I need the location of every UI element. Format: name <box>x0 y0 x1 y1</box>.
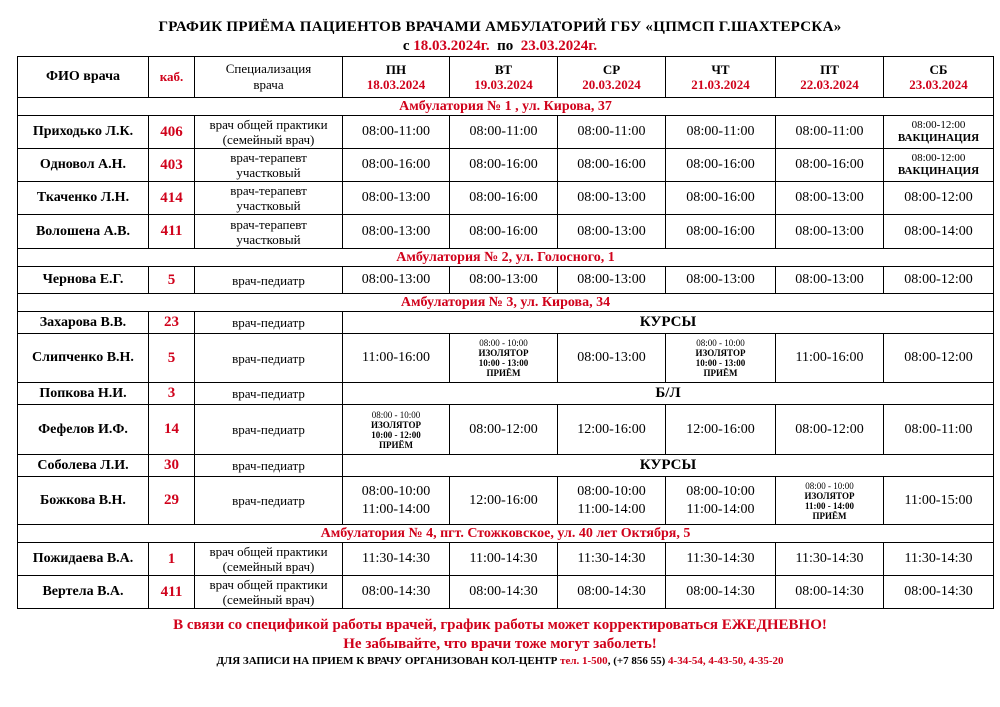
iso-time2: 10:00 - 13:00 <box>478 358 529 368</box>
time-cell: 08:00-13:00 <box>776 215 884 249</box>
spec-l2: (семейный врач) <box>222 559 315 574</box>
time-cell: 08:00-13:00 <box>343 215 450 249</box>
courses-cell: КУРСЫ <box>343 312 994 334</box>
time-cell <box>666 477 776 525</box>
time-cell: 11:00-14:30 <box>450 543 558 576</box>
time-cell: 08:00-13:00 <box>776 267 884 294</box>
time-cell: 11:30-14:30 <box>343 543 450 576</box>
section-row <box>18 98 994 116</box>
specialization <box>195 116 343 149</box>
time-cell: 08:00-14:30 <box>666 576 776 609</box>
spec-l2: (семейный врач) <box>222 132 315 147</box>
time-cell: 11:00-16:00 <box>776 334 884 383</box>
specialization <box>195 149 343 182</box>
schedule-table <box>17 56 994 609</box>
header-day-mon <box>343 57 450 98</box>
day-date: 19.03.2024 <box>474 77 533 92</box>
time-cell: 08:00-12:00 <box>884 182 994 215</box>
specialization: врач-педиатр <box>195 312 343 334</box>
doctor-name: Ткаченко Л.Н. <box>18 182 149 215</box>
day-label: СР <box>602 62 621 77</box>
iso-time1: 08:00 - 10:00 <box>805 480 854 491</box>
time-cell: 11:30-14:30 <box>558 543 666 576</box>
time-cell: 12:00-16:00 <box>666 405 776 455</box>
spec-l1: врач общей практики <box>209 544 328 559</box>
time-cell: 08:00-11:00 <box>776 116 884 149</box>
specialization: врач-педиатр <box>195 405 343 455</box>
period-from: 18.03.2024г. <box>413 38 490 54</box>
isolator-cell <box>666 334 776 383</box>
isolator-cell <box>776 477 884 525</box>
time-l2: 11:00-14:00 <box>362 501 430 517</box>
page-title: ГРАФИК ПРИЁМА ПАЦИЕНТОВ ВРАЧАМИ АМБУЛАТОРИЙ ГБУ «ЦПМСП Г.ШАХТЕРСКА» <box>158 19 842 35</box>
vac-label: ВАКЦИНАЦИЯ <box>897 165 980 177</box>
header-spec-l2: врача <box>253 77 284 92</box>
spec-l2: участковый <box>236 165 301 180</box>
time-cell: 08:00-13:00 <box>343 182 450 215</box>
iso-time1: 08:00 - 10:00 <box>696 338 745 348</box>
day-date: 21.03.2024 <box>691 77 750 92</box>
time-cell: 08:00-11:00 <box>884 405 994 455</box>
room-number: 411 <box>149 215 195 249</box>
time-cell: 08:00-16:00 <box>666 149 776 182</box>
time-cell: 08:00-11:00 <box>666 116 776 149</box>
section-title: Амбулатория № 4, пгт. Стожковское, ул. 40 лет Октября, 5 <box>18 525 994 543</box>
time-cell <box>343 477 450 525</box>
table-row <box>18 543 994 576</box>
vaccination-cell <box>884 116 994 149</box>
doctor-name: Волошена А.В. <box>18 215 149 249</box>
day-label: СБ <box>929 62 948 77</box>
time-cell: 08:00-13:00 <box>558 334 666 383</box>
specialization <box>195 215 343 249</box>
time-cell: 08:00-14:00 <box>884 215 994 249</box>
room-number: 3 <box>149 383 195 405</box>
room-number: 29 <box>149 477 195 525</box>
doctor-name: Божкова В.Н. <box>18 477 149 525</box>
header-day-wed <box>558 57 666 98</box>
iso-reception: ПРИЁМ <box>812 510 847 521</box>
spec-l1: врач общей практики <box>209 117 328 132</box>
room-number: 5 <box>149 334 195 383</box>
table-row <box>18 477 994 525</box>
doctor-name: Попкова Н.И. <box>18 383 149 405</box>
time-cell: 08:00-16:00 <box>450 149 558 182</box>
call-center-text: ДЛЯ ЗАПИСИ НА ПРИЕМ К ВРАЧУ ОРГАНИЗОВАН КОЛ-ЦЕНТР <box>216 655 561 667</box>
time-cell: 08:00-13:00 <box>343 267 450 294</box>
section-title: Амбулатория № 3, ул. Кирова, 34 <box>18 294 994 312</box>
period-to: 23.03.2024г. <box>520 38 598 54</box>
time-cell: 08:00-14:30 <box>343 576 450 609</box>
table-row <box>18 182 994 215</box>
time-cell: 08:00-11:00 <box>343 116 450 149</box>
time-cell: 08:00-16:00 <box>666 182 776 215</box>
day-date: 18.03.2024 <box>366 77 426 92</box>
iso-label: ИЗОЛЯТОР <box>695 348 746 358</box>
specialization: врач-педиатр <box>195 383 343 405</box>
table-row <box>18 312 994 334</box>
specialization: врач-педиатр <box>195 267 343 294</box>
header-row <box>18 57 994 98</box>
section-row <box>18 525 994 543</box>
iso-reception: ПРИЁМ <box>379 439 413 450</box>
time-cell: 12:00-16:00 <box>558 405 666 455</box>
time-cell: 08:00-12:00 <box>884 334 994 383</box>
doctor-name: Фефелов И.Ф. <box>18 405 149 455</box>
room-number: 14 <box>149 405 195 455</box>
iso-time1: 08:00 - 10:00 <box>479 338 528 348</box>
time-cell: 12:00-16:00 <box>450 477 558 525</box>
doctor-name: Соболева Л.И. <box>18 455 149 477</box>
isolator-cell <box>450 334 558 383</box>
time-cell: 08:00-14:30 <box>450 576 558 609</box>
specialization: врач-педиатр <box>195 334 343 383</box>
time-cell: 08:00-13:00 <box>558 215 666 249</box>
time-cell: 08:00-12:00 <box>884 267 994 294</box>
period-mid: по <box>489 38 521 54</box>
iso-label: ИЗОЛЯТОР <box>478 348 529 358</box>
time-cell: 08:00-11:00 <box>450 116 558 149</box>
time-cell: 08:00-14:30 <box>558 576 666 609</box>
sick-leave-cell: Б/Л <box>343 383 994 405</box>
time-cell <box>558 477 666 525</box>
room-number: 411 <box>149 576 195 609</box>
table-row <box>18 405 994 455</box>
time-cell: 08:00-11:00 <box>558 116 666 149</box>
table-row <box>18 383 994 405</box>
day-date: 20.03.2024 <box>582 77 641 92</box>
spec-l1: врач общей практики <box>209 577 328 592</box>
time-cell: 08:00-16:00 <box>776 149 884 182</box>
iso-reception: ПРИЁМ <box>703 368 738 378</box>
call-center-numbers: 4-34-54, 4-43-50, 4-35-20 <box>668 655 784 667</box>
section-row <box>18 294 994 312</box>
iso-label: ИЗОЛЯТОР <box>804 490 855 501</box>
doctor-name: Захарова В.В. <box>18 312 149 334</box>
doctor-name: Чернова Е.Г. <box>18 267 149 294</box>
time-cell: 08:00-12:00 <box>776 405 884 455</box>
section-title: Амбулатория № 2, ул. Голосного, 1 <box>18 249 994 267</box>
header-kab: каб. <box>149 57 195 98</box>
specialization <box>195 576 343 609</box>
table-row <box>18 116 994 149</box>
time-cell: 08:00-13:00 <box>558 267 666 294</box>
room-number: 23 <box>149 312 195 334</box>
section-title: Амбулатория № 1 , ул. Кирова, 37 <box>18 98 994 116</box>
vaccination-cell <box>884 149 994 182</box>
time-cell: 11:30-14:30 <box>666 543 776 576</box>
time-l1: 08:00-10:00 <box>577 483 646 499</box>
sick-note: Не забывайте, что врачи тоже могут заболеть! <box>343 636 657 652</box>
iso-time1: 08:00 - 10:00 <box>371 409 421 420</box>
day-label: ЧТ <box>711 62 730 77</box>
time-l2: 11:00-14:00 <box>577 501 646 517</box>
time-cell: 08:00-16:00 <box>558 149 666 182</box>
time-cell: 08:00-16:00 <box>450 215 558 249</box>
specialization: врач-педиатр <box>195 455 343 477</box>
day-label: ВТ <box>494 62 513 77</box>
table-row <box>18 267 994 294</box>
spec-l2: участковый <box>236 231 301 247</box>
iso-time2: 10:00 - 12:00 <box>371 429 421 440</box>
time-cell: 08:00-16:00 <box>666 215 776 249</box>
time-cell: 08:00-13:00 <box>450 267 558 294</box>
isolator-cell <box>343 405 450 455</box>
day-label: ПТ <box>820 62 839 77</box>
day-label: ПН <box>385 62 407 77</box>
table-row <box>18 455 994 477</box>
time-l1: 08:00-10:00 <box>361 483 431 499</box>
spec-l1: врач-терапевт <box>230 183 307 198</box>
time-cell: 11:30-14:30 <box>884 543 994 576</box>
header-day-thu <box>666 57 776 98</box>
iso-time2: 11:00 - 14:00 <box>805 500 854 511</box>
table-row <box>18 334 994 383</box>
room-number: 403 <box>149 149 195 182</box>
time-l1: 08:00-10:00 <box>686 483 755 499</box>
time-cell: 08:00-16:00 <box>450 182 558 215</box>
specialization <box>195 543 343 576</box>
spec-l1: врач-терапевт <box>230 216 307 232</box>
period <box>0 38 1000 55</box>
time-cell: 11:00-16:00 <box>343 334 450 383</box>
specialization <box>195 182 343 215</box>
spec-l2: участковый <box>236 198 301 213</box>
iso-label: ИЗОЛЯТОР <box>371 419 421 430</box>
doctor-name: Вертела В.А. <box>18 576 149 609</box>
room-number: 414 <box>149 182 195 215</box>
time-cell: 08:00-13:00 <box>776 182 884 215</box>
header-spec <box>195 57 343 98</box>
spec-l2: (семейный врач) <box>222 592 315 607</box>
vac-time: 08:00-12:00 <box>911 152 966 164</box>
time-cell: 08:00-14:30 <box>776 576 884 609</box>
call-center-note <box>0 655 1000 667</box>
doctor-name: Одновол А.Н. <box>18 149 149 182</box>
spec-l1: врач-терапевт <box>230 150 307 165</box>
time-l2: 11:00-14:00 <box>686 501 755 517</box>
time-cell: 08:00-13:00 <box>558 182 666 215</box>
day-date: 22.03.2024 <box>800 77 859 92</box>
doctor-name: Приходько Л.К. <box>18 116 149 149</box>
time-cell: 08:00-13:00 <box>666 267 776 294</box>
call-center-tel: тел. 1-500 <box>560 655 608 667</box>
specialization: врач-педиатр <box>195 477 343 525</box>
section-row <box>18 249 994 267</box>
header-day-tue <box>450 57 558 98</box>
room-number: 1 <box>149 543 195 576</box>
doctor-name: Пожидаева В.А. <box>18 543 149 576</box>
period-prefix: с <box>402 38 414 54</box>
header-day-fri <box>776 57 884 98</box>
header-name: ФИО врача <box>18 57 149 98</box>
time-cell: 11:30-14:30 <box>776 543 884 576</box>
room-number: 5 <box>149 267 195 294</box>
vac-time: 08:00-12:00 <box>911 119 966 131</box>
time-cell: 08:00-16:00 <box>343 149 450 182</box>
time-cell: 08:00-12:00 <box>450 405 558 455</box>
time-cell: 08:00-14:30 <box>884 576 994 609</box>
table-row <box>18 576 994 609</box>
vac-label: ВАКЦИНАЦИЯ <box>897 132 980 144</box>
header-day-sat <box>884 57 994 98</box>
room-number: 30 <box>149 455 195 477</box>
courses-cell: КУРСЫ <box>343 455 994 477</box>
doctor-name: Слипченко В.Н. <box>18 334 149 383</box>
call-center-code: , (+7 856 55) <box>607 655 669 667</box>
room-number: 406 <box>149 116 195 149</box>
time-cell: 11:00-15:00 <box>884 477 994 525</box>
table-row <box>18 215 994 249</box>
table-row <box>18 149 994 182</box>
header-spec-l1: Специализация <box>225 61 312 76</box>
warning-note: В связи со спецификой работы врачей, график работы может корректироваться ЕЖЕДНЕВНО! <box>173 617 827 633</box>
iso-time2: 10:00 - 13:00 <box>695 358 746 368</box>
day-date: 23.03.2024 <box>909 77 968 92</box>
iso-reception: ПРИЁМ <box>486 368 521 378</box>
